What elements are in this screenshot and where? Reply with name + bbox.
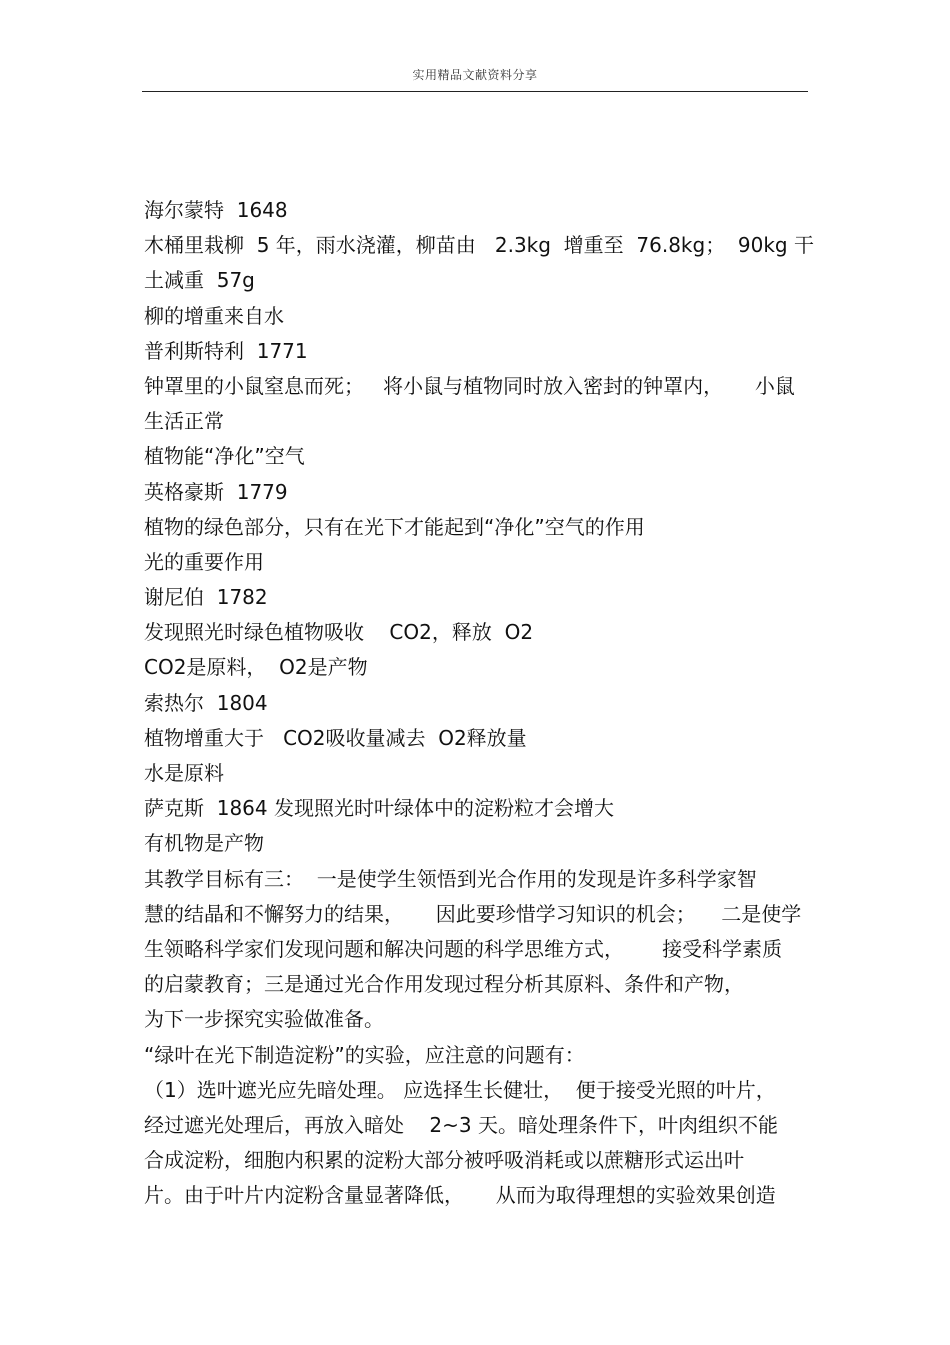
- text-line: 索热尔 1804: [144, 690, 268, 715]
- text-line: 发现照光时绿色植物吸收 CO2，释放 O2: [144, 620, 534, 645]
- text-line: 萨克斯 1864 发现照光时叶绿体中的淀粉粒才会增大: [144, 796, 614, 821]
- text-line: 合成淀粉，细胞内积累的淀粉大部分被呼吸消耗或以蔗糖形式运出叶: [144, 1148, 744, 1173]
- text-line: 植物能“净化”空气: [144, 444, 305, 469]
- text-line: 英格豪斯 1779: [144, 479, 288, 504]
- text-line: 钟罩里的小鼠窒息而死； 将小鼠与植物同时放入密封的钟罩内， 小鼠: [144, 373, 795, 398]
- text-line: 片。由于叶片内淀粉含量显著降低， 从而为取得理想的实验效果创造: [144, 1183, 776, 1208]
- text-line: 经过遮光处理后，再放入暗处 2~3 天。暗处理条件下，叶肉组织不能: [144, 1112, 778, 1137]
- text-line: 生领略科学家们发现问题和解决问题的科学思维方式， 接受科学素质: [144, 936, 783, 961]
- text-line: 水是原料: [144, 761, 224, 785]
- text-line: 柳的增重来自水: [144, 303, 284, 328]
- text-line: 有机物是产物: [144, 831, 264, 856]
- header-divider: [142, 91, 808, 92]
- document-body: [144, 193, 814, 1213]
- text-line: 为下一步探究实验做准备。: [144, 1007, 384, 1032]
- text-line: 海尔蒙特 1648: [144, 198, 288, 222]
- text-line: 普利斯特利 1771: [144, 338, 308, 363]
- text-line: 土减重 57g: [144, 268, 255, 293]
- text-line: CO2是原料， O2是产物: [144, 655, 368, 680]
- page-header: 实用精品文献资料分享: [412, 68, 538, 82]
- text-line: 谢尼伯 1782: [144, 585, 268, 610]
- text-line: 的启蒙教育；三是通过光合作用发现过程分析其原料、条件和产物，: [144, 972, 744, 997]
- text-line: 植物的绿色部分，只有在光下才能起到“净化”空气的作用: [144, 514, 645, 539]
- text-line: 光的重要作用: [144, 549, 264, 574]
- text-line: 其教学目标有三： 一是使学生领悟到光合作用的发现是许多科学家智: [144, 866, 757, 891]
- text-line: 慧的结晶和不懈努力的结果， 因此要珍惜学习知识的机会； 二是使学: [144, 901, 802, 926]
- text-line: 生活正常: [144, 409, 224, 434]
- text-line: 植物增重大于 CO2吸收量减去 O2释放量: [144, 725, 527, 750]
- text-line: “绿叶在光下制造淀粉”的实验，应注意的问题有：: [144, 1042, 585, 1067]
- text-line: （1）选叶遮光应先暗处理。 应选择生长健壮， 便于接受光照的叶片，: [144, 1077, 776, 1102]
- text-line: 木桶里栽柳 5 年，雨水浇灌，柳苗由 2.3kg 增重至 76.8kg； 90kg 干: [144, 233, 814, 258]
